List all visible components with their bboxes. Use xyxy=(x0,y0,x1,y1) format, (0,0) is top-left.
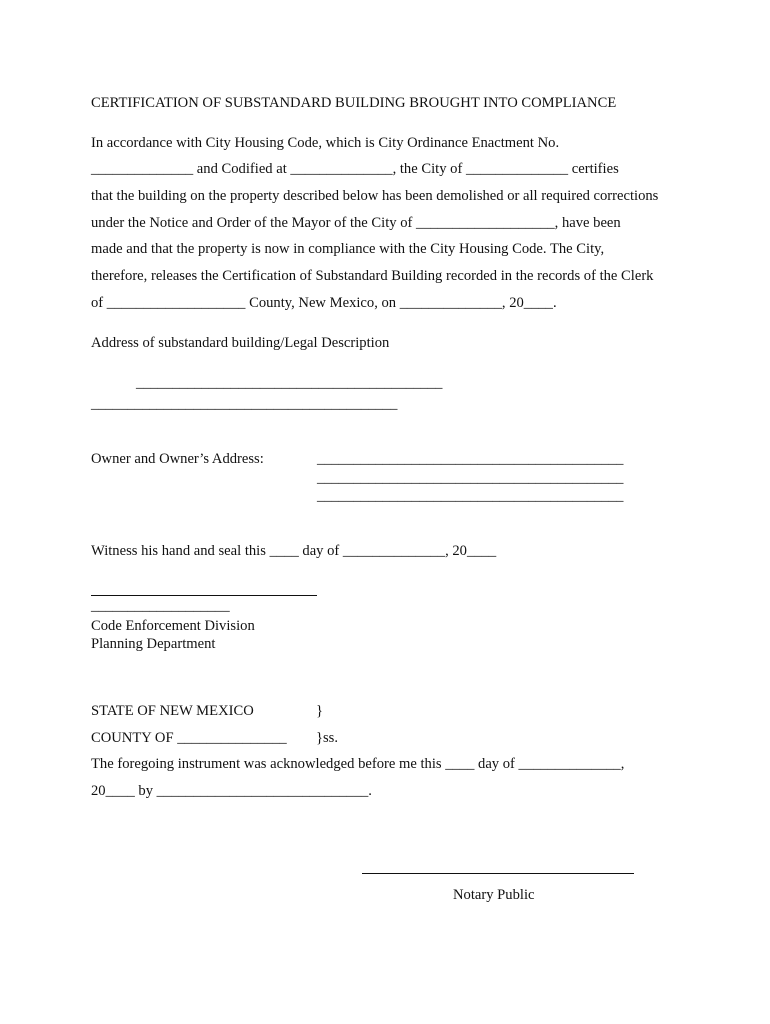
body-line-2: ______________ and Codified at ______________, the City of ______________ certifies xyxy=(91,161,619,177)
body-line-3: that the building on the property described below has been demolished or all required corrections xyxy=(91,188,659,204)
owner-label: Owner and Owner’s Address: xyxy=(91,451,264,467)
signature-underline: ___________________ xyxy=(91,598,230,614)
signer-dept-1: Code Enforcement Division xyxy=(91,618,255,634)
county-brace: }ss. xyxy=(316,730,339,746)
signature-line xyxy=(91,595,317,596)
owner-line-3: __________________________________________ xyxy=(317,488,624,504)
owner-line-2: __________________________________________ xyxy=(317,470,624,486)
notary-signature-line xyxy=(362,873,634,874)
state-label: STATE OF NEW MEXICO xyxy=(91,703,254,719)
ack-line-2: 20____ by _____________________________. xyxy=(91,783,372,799)
address-line-1: __________________________________________ xyxy=(136,375,443,391)
state-brace: } xyxy=(316,703,324,719)
body-line-7: of ___________________ County, New Mexico, on ______________, 20____. xyxy=(91,295,557,311)
body-line-6: therefore, releases the Certification of Substandard Building recorded in the records of the Clerk xyxy=(91,268,654,284)
form-title: CERTIFICATION OF SUBSTANDARD BUILDING BROUGHT INTO COMPLIANCE xyxy=(91,95,617,111)
address-line-2: __________________________________________ xyxy=(91,396,398,412)
county-label: COUNTY OF _______________ xyxy=(91,730,287,746)
signer-dept-2: Planning Department xyxy=(91,636,216,652)
owner-line-1: __________________________________________ xyxy=(317,451,624,467)
body-line-1: In accordance with City Housing Code, which is City Ordinance Enactment No. xyxy=(91,135,560,151)
notary-label: Notary Public xyxy=(453,887,535,903)
body-line-5: made and that the property is now in compliance with the City Housing Code. The City, xyxy=(91,241,605,257)
body-line-4: under the Notice and Order of the Mayor of the City of ___________________, have been xyxy=(91,215,621,231)
address-label: Address of substandard building/Legal Description xyxy=(91,335,390,351)
ack-line-1: The foregoing instrument was acknowledged before me this ____ day of ______________, xyxy=(91,756,625,772)
witness-text: Witness his hand and seal this ____ day of ______________, 20____ xyxy=(91,543,497,559)
